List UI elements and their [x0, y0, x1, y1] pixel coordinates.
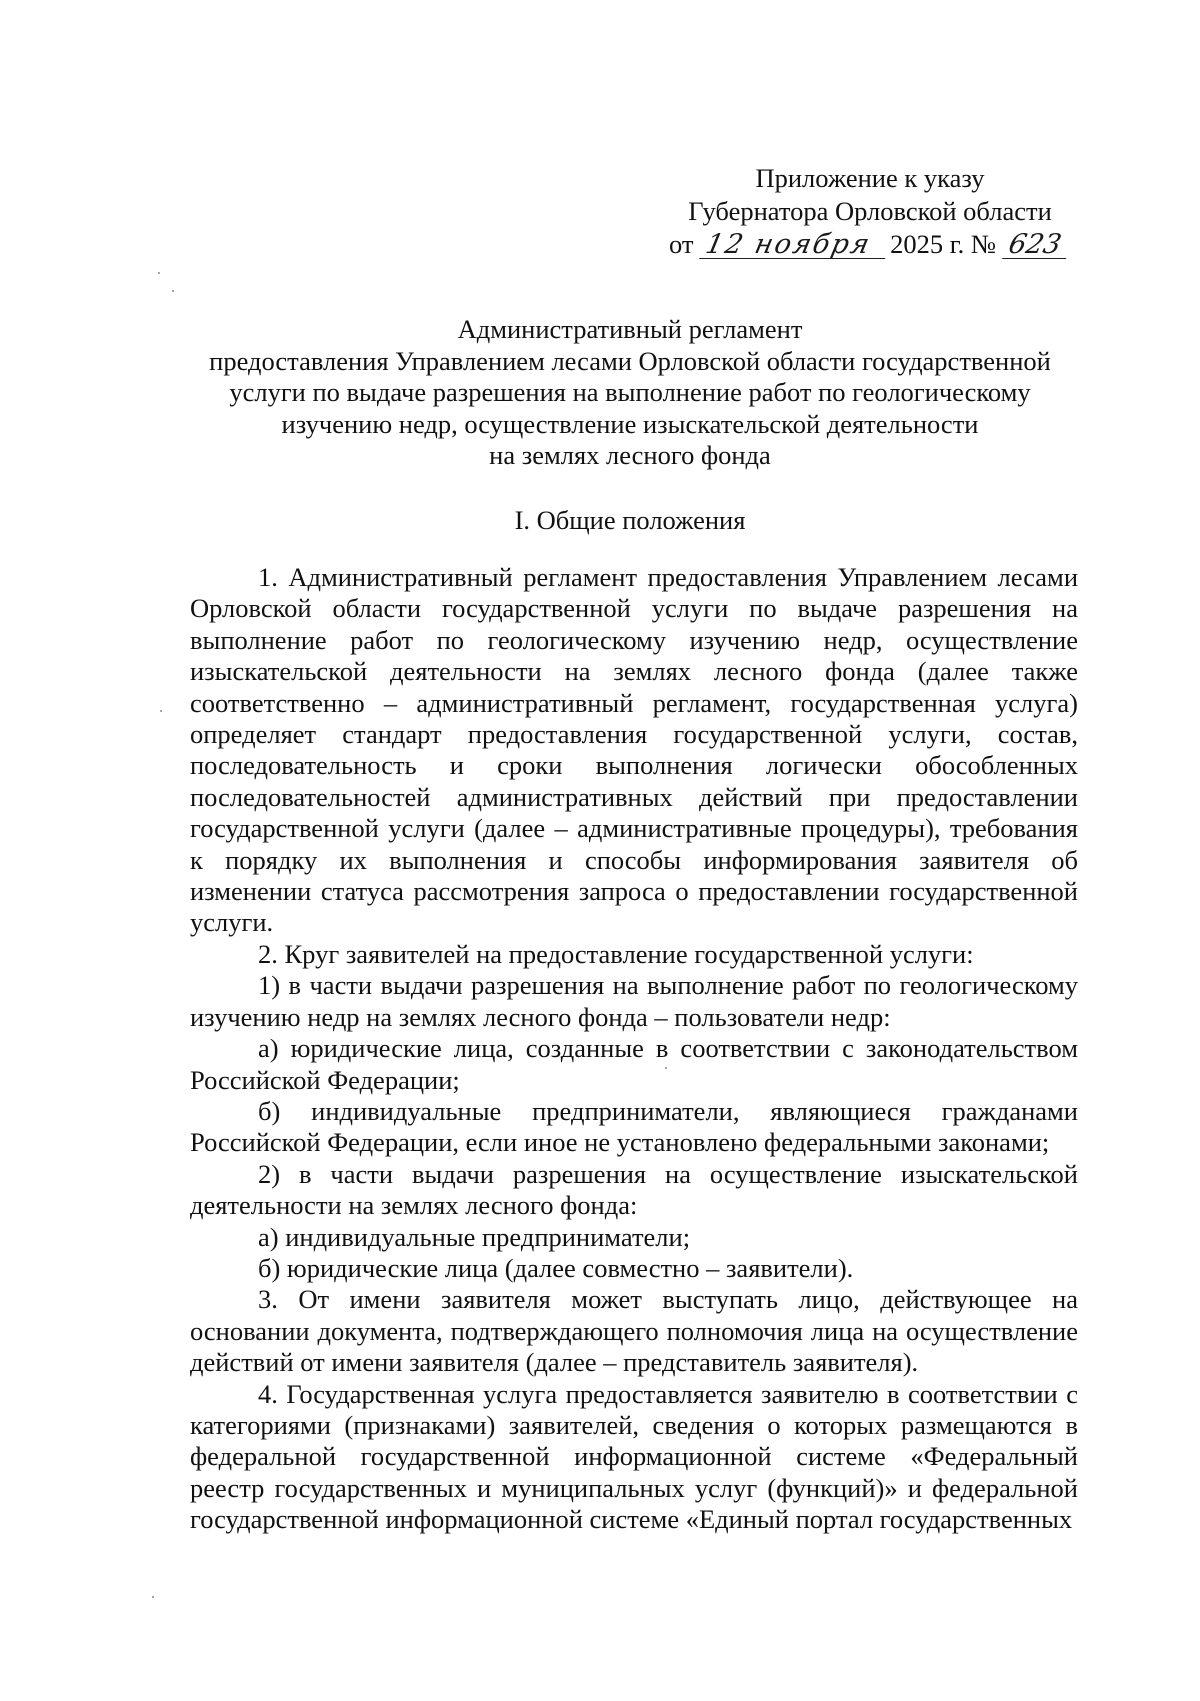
appendix-date-line	[660, 228, 1080, 261]
scan-speck	[665, 1067, 667, 1069]
scan-speck	[172, 290, 174, 292]
date-prefix: от	[669, 229, 694, 259]
document-title	[190, 314, 1070, 472]
appendix-line-2: Губернатора Орловской области	[688, 196, 1052, 226]
paragraph: 2) в части выдачи разрешения на осуществление изыскательской деятельности на землях лесного фонда:	[190, 1158, 1078, 1221]
title-line-5: на землях лесного фонда	[489, 440, 771, 470]
title-line-4: изучению недр, осуществление изыскательской деятельности	[281, 408, 979, 439]
paragraph: 3. От имени заявителя может выступать лицо, действующее на основании документа, подтверждающего полномочия лица на осуществление действий от имени заявителя (далее – представитель заявителя).	[190, 1284, 1078, 1378]
year-and-number-label: 2025 г. №	[890, 229, 997, 259]
appendix-line-1: Приложение к указу	[755, 163, 985, 193]
scan-speck	[160, 710, 162, 712]
section-heading: I. Общие положения	[514, 505, 746, 535]
document-body	[190, 562, 1078, 1536]
scan-speck	[152, 1596, 154, 1598]
paragraph: б) индивидуальные предприниматели, являющиеся гражданами Российской Федерации, если иное не установлено федеральными законами;	[190, 1095, 1078, 1158]
title-line-2: предоставления Управлением лесами Орловской области государственной	[209, 345, 1051, 376]
handwritten-date: 12 ноября	[699, 232, 891, 259]
paragraph: 1) в части выдачи разрешения на выполнение работ по геологическому изучению недр на землях лесного фонда – пользователи недр:	[190, 970, 1078, 1032]
title-line-3: услуги по выдаче разрешения на выполнение работ по геологическому	[229, 377, 1031, 407]
paragraph: а) юридические лица, созданные в соответствии с законодательством Российской Федерации;	[190, 1033, 1078, 1095]
scan-speck	[158, 272, 160, 274]
appendix-header	[660, 162, 1080, 261]
paragraph: 2. Круг заявителей на предоставление государственной услуги:	[258, 938, 974, 969]
title-line-1: Административный регламент	[457, 314, 803, 344]
paragraph: а) индивидуальные предприниматели;	[258, 1221, 691, 1252]
handwritten-number: 623	[1002, 232, 1072, 259]
paragraph: 4. Государственная услуга предоставляется заявителю в соответствии с категориями (признаками) заявителей, сведения о которых размещаются в федеральной государственной информационной системе «Федеральный реестр государственных и муниципальных услуг (функций)» и федеральной государственной информационной системе «Единый портал государственных	[190, 1378, 1078, 1535]
paragraph: 1. Административный регламент предоставления Управлением лесами Орловской области государственной услуги по выдаче разрешения на выполнение работ по геологическому изучению недр, осуществление изыскательской деятельности на землях лесного фонда (далее также соответственно – административный регламент, государственная услуга) определяет стандарт предоставления государственной услуги, состав, последовательность и сроки выполнения логически обособленных последовательностей административных действий при предоставлении государственной услуги (далее – административные процедуры), требования к порядку их выполнения и способы информирования заявителя об изменении статуса рассмотрения запроса о предоставлении государственной услуги.	[190, 562, 1078, 938]
paragraph: б) юридические лица (далее совместно – заявители).	[258, 1252, 854, 1283]
